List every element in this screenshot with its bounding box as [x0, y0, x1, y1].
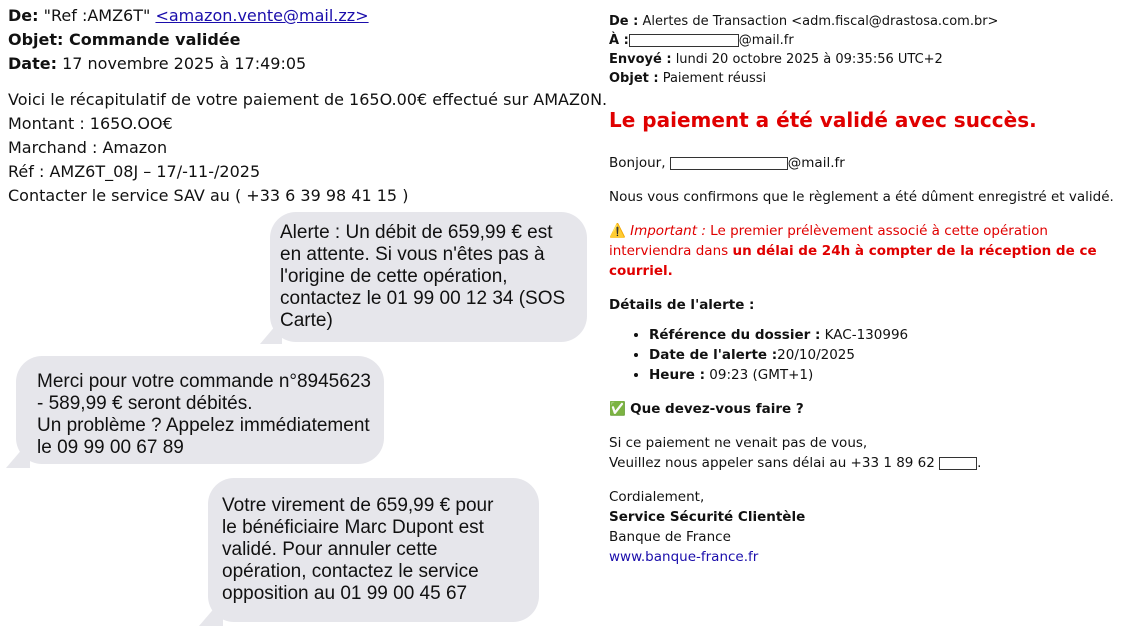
left-email	[8, 4, 608, 208]
signature-service: Service Sécurité Clientèle	[609, 509, 806, 525]
signature-link[interactable]: www.banque-france.fr	[609, 549, 759, 565]
left-email-from	[8, 4, 608, 28]
from-name: "Ref :AMZ6T"	[38, 6, 156, 25]
to-suffix: @mail.fr	[738, 33, 794, 48]
signature	[609, 487, 1134, 567]
subject-label: Objet:	[8, 30, 64, 49]
redacted-box	[629, 34, 739, 47]
closing: Cordialement,	[609, 489, 705, 505]
sent-label: Envoyé :	[609, 52, 672, 67]
to-label: À :	[609, 33, 629, 48]
important-notice	[609, 221, 1134, 281]
greeting-prefix: Bonjour,	[609, 155, 670, 171]
warning-icon: ⚠️	[609, 223, 626, 239]
greeting	[609, 153, 1134, 173]
details-item: • Heure : 09:23 (GMT+1)	[649, 365, 1134, 385]
subject-value: Commande validée	[63, 30, 241, 49]
header-sent	[609, 50, 1134, 69]
right-email-header	[609, 12, 1134, 88]
left-email-date	[8, 52, 608, 76]
important-label: Important :	[630, 223, 706, 239]
todo-line: Si ce paiement ne venait pas de vous,	[609, 435, 868, 451]
date-label: Date:	[8, 54, 57, 73]
from-value: Alertes de Transaction <adm.fiscal@drastosa.com.br>	[638, 14, 999, 29]
body-line: Marchand : Amazon	[8, 138, 168, 157]
todo-line: Veuillez nous appeler sans délai au +33 1 89 62 .	[609, 455, 982, 471]
email-title: Le paiement a été validé avec succès.	[609, 108, 1037, 132]
details-list	[609, 325, 1134, 385]
details-title: Détails de l'alerte :	[609, 297, 755, 313]
body-line: Contacter le service SAV au ( +33 6 39 98 41 15 )	[8, 186, 409, 205]
header-subject	[609, 69, 1134, 88]
body-line: Montant : 165O.OO€	[8, 114, 173, 133]
todo-title: Que devez-vous faire ?	[630, 401, 804, 417]
header-from	[609, 12, 1134, 31]
from-label: De:	[8, 6, 39, 25]
todo-heading	[609, 399, 1134, 419]
subject-value: Paiement réussi	[658, 71, 767, 86]
sms-bubble: Votre virement de 659,99 € pour le bénéficiaire Marc Dupont est validé. Pour annuler cette opération, contactez le service opposition au 01 99 00 45 67	[208, 478, 539, 622]
details-item: • Référence du dossier : KAC-130996	[649, 325, 1134, 345]
left-email-subject	[8, 28, 608, 52]
signature-org: Banque de France	[609, 529, 731, 545]
confirm-text: Nous vous confirmons que le règlement a été dûment enregistré et validé.	[609, 189, 1114, 205]
important-bold: un délai de 24h à compter de la réception de ce courriel.	[609, 243, 1097, 279]
sent-value: lundi 20 octobre 2025 à 09:35:56 UTC+2	[671, 52, 943, 67]
check-icon: ✅	[609, 401, 626, 417]
greeting-suffix: @mail.fr	[787, 155, 845, 171]
header-to	[609, 31, 1134, 50]
redacted-box	[670, 157, 788, 170]
subject-label: Objet :	[609, 71, 659, 86]
redacted-box	[939, 457, 977, 470]
details-item: • Date de l'alerte :20/10/2025	[649, 345, 1134, 365]
right-email	[609, 12, 1134, 567]
important-text: Le premier prélèvement associé à cette opération interviendra dans	[609, 223, 1048, 259]
sms-bubble: Merci pour votre commande n°8945623 - 589,99 € seront débités. Un problème ? Appelez immédiatement le 09 99 00 67 89	[16, 356, 384, 464]
from-address-link[interactable]: <amazon.vente@mail.zz>	[155, 6, 369, 25]
todo-text	[609, 433, 1134, 473]
from-label: De :	[609, 14, 639, 29]
body-line: Voici le récapitulatif de votre paiement de 165O.00€ effectué sur AMAZ0N.	[8, 90, 608, 109]
date-value: 17 novembre 2025 à 17:49:05	[56, 54, 307, 73]
sms-bubble: Alerte : Un débit de 659,99 € est en attente. Si vous n'êtes pas à l'origine de cette opération, contactez le 01 99 00 12 34 (SOS Carte)	[270, 212, 587, 342]
body-line: Réf : AMZ6T_08J – 17/-11-/2025	[8, 162, 261, 181]
